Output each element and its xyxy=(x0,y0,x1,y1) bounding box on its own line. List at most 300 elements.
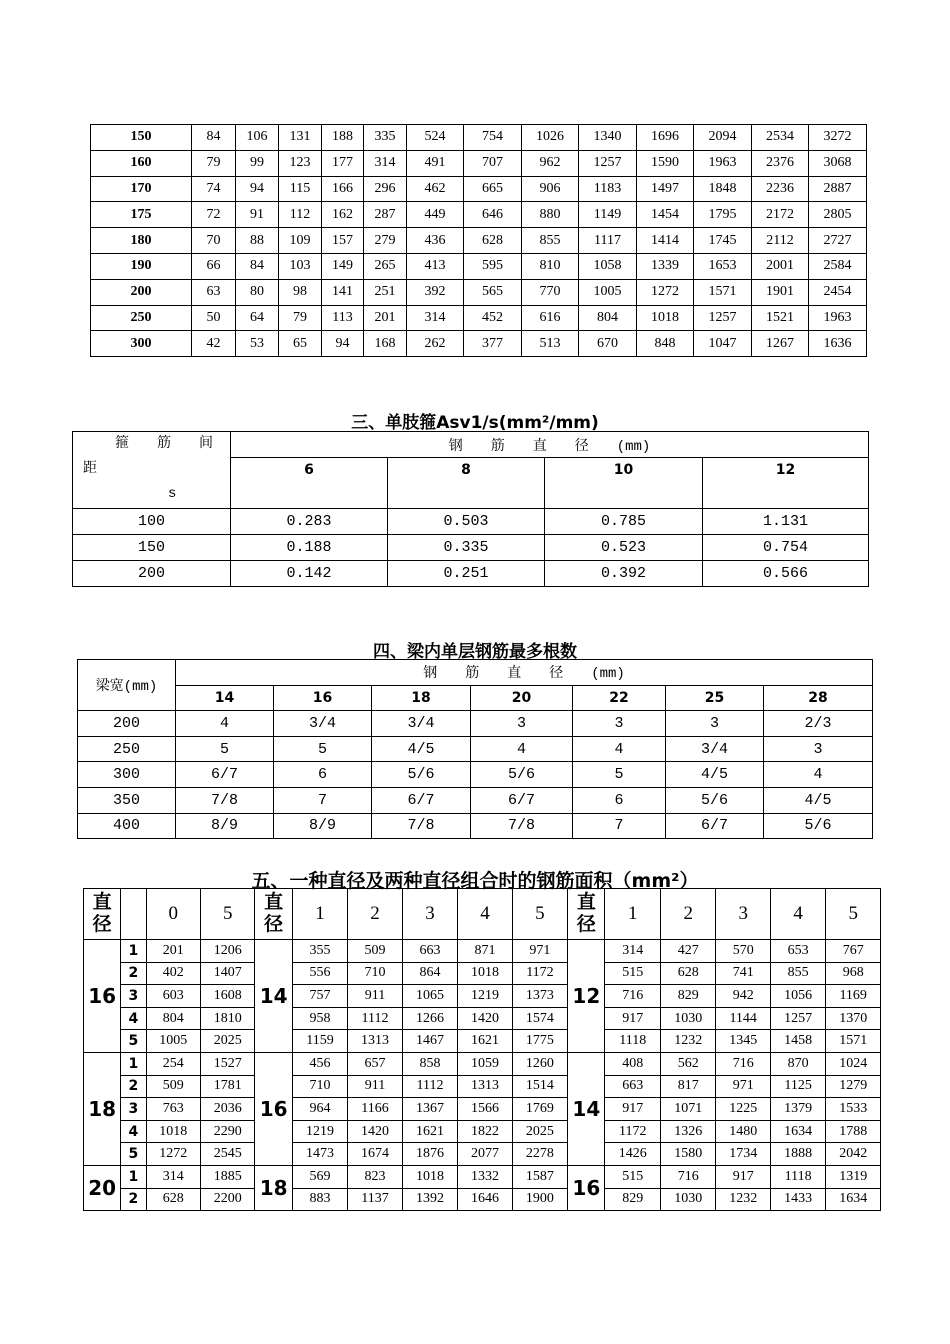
diameter-header: 14 xyxy=(176,685,274,711)
area-cell: 515 xyxy=(605,1165,660,1188)
area-cell: 1590 xyxy=(637,150,694,176)
area-cell: 314 xyxy=(364,150,407,176)
area-cell: 1514 xyxy=(512,1075,567,1098)
area-cell: 1571 xyxy=(694,279,752,305)
area-cell: 569 xyxy=(292,1165,347,1188)
area-cell: 917 xyxy=(605,1098,660,1121)
area-cell: 763 xyxy=(146,1098,200,1121)
area-cell: 810 xyxy=(522,253,579,279)
area-cell: 1219 xyxy=(458,985,512,1008)
bar-count-cell: 3/4 xyxy=(274,711,372,737)
area-cell: 917 xyxy=(716,1165,770,1188)
area-cell: 1458 xyxy=(770,1030,825,1053)
area-cell: 971 xyxy=(716,1075,770,1098)
area-cell: 1313 xyxy=(458,1075,512,1098)
area-cell: 408 xyxy=(605,1052,660,1075)
area-cell: 1745 xyxy=(694,228,752,254)
diameter-label: 直 径 xyxy=(84,889,121,940)
area-cell: 2887 xyxy=(809,176,867,202)
table-row xyxy=(84,1075,881,1098)
spacing-cell: 190 xyxy=(91,253,192,279)
table4-title: 四、梁内单层钢筋最多根数 xyxy=(373,642,577,662)
area-cell: 1058 xyxy=(579,253,637,279)
bar-count-cell: 6 xyxy=(573,787,666,813)
area-cell: 855 xyxy=(522,228,579,254)
area-cell: 958 xyxy=(292,1007,347,1030)
area-cell: 1005 xyxy=(146,1030,200,1053)
table3-title: 三、单肢箍Asv1/s(mm²/mm) xyxy=(351,413,599,433)
table-row xyxy=(84,1052,881,1075)
area-cell: 1266 xyxy=(402,1007,457,1030)
area-cell: 201 xyxy=(364,305,407,331)
area-cell: 1822 xyxy=(458,1120,512,1143)
bar-count-cell: 6/7 xyxy=(471,787,573,813)
diameter-label: 直 径 xyxy=(568,889,605,940)
area-cell: 628 xyxy=(464,228,522,254)
area-cell: 1533 xyxy=(826,1098,881,1121)
area-cell: 942 xyxy=(716,985,770,1008)
bar-count-cell: 6/7 xyxy=(666,813,764,839)
bar-count: 1 xyxy=(121,1052,146,1075)
area-cell: 716 xyxy=(716,1052,770,1075)
area-cell: 103 xyxy=(279,253,322,279)
area-cell: 1267 xyxy=(752,331,809,357)
max-bars-per-layer-table xyxy=(77,659,873,839)
bar-count-cell: 4/5 xyxy=(666,762,764,788)
area-cell: 1634 xyxy=(826,1188,881,1211)
bar-count-cell: 5/6 xyxy=(471,762,573,788)
table-row xyxy=(78,787,873,813)
area-cell: 855 xyxy=(770,962,825,985)
area-cell: 1621 xyxy=(458,1030,512,1053)
area-cell: 767 xyxy=(826,940,881,963)
area-cell: 2001 xyxy=(752,253,809,279)
area-cell: 65 xyxy=(279,331,322,357)
table-row xyxy=(91,150,867,176)
bar-count-cell: 5/6 xyxy=(372,762,471,788)
table-row xyxy=(91,253,867,279)
area-cell: 1345 xyxy=(716,1030,770,1053)
area-cell: 1260 xyxy=(512,1052,567,1075)
bar-count: 5 xyxy=(121,1143,146,1166)
combined-rebar-area-table xyxy=(83,888,881,1211)
area-cell: 1026 xyxy=(522,125,579,151)
area-cell: 79 xyxy=(279,305,322,331)
area-cell: 911 xyxy=(348,985,402,1008)
bar-count-cell: 5/6 xyxy=(764,813,873,839)
bar-count-cell: 3/4 xyxy=(666,736,764,762)
area-cell: 1272 xyxy=(637,279,694,305)
area-cell: 449 xyxy=(407,202,464,228)
area-cell: 1219 xyxy=(292,1120,347,1143)
area-cell: 906 xyxy=(522,176,579,202)
count-header xyxy=(121,889,146,940)
bar-count-cell: 5 xyxy=(176,736,274,762)
diameter-header: 25 xyxy=(666,685,764,711)
area-cell: 770 xyxy=(522,279,579,305)
area-cell: 1367 xyxy=(402,1098,457,1121)
area-cell: 0.392 xyxy=(545,561,703,587)
area-cell: 42 xyxy=(192,331,236,357)
area-cell: 1118 xyxy=(605,1030,660,1053)
spacing-cell: 150 xyxy=(91,125,192,151)
diameter-header: 28 xyxy=(764,685,873,711)
area-cell: 452 xyxy=(464,305,522,331)
bar-count-cell: 4 xyxy=(471,736,573,762)
area-cell: 663 xyxy=(402,940,457,963)
area-cell: 1018 xyxy=(637,305,694,331)
beam-width-cell: 200 xyxy=(78,711,176,737)
area-cell: 1137 xyxy=(348,1188,402,1211)
area-cell: 1030 xyxy=(660,1188,715,1211)
area-cell: 1781 xyxy=(201,1075,255,1098)
table-row xyxy=(84,1030,881,1053)
table5-title: 五、一种直径及两种直径组合时的钢筋面积（mm²） xyxy=(251,870,699,892)
area-cell: 1521 xyxy=(752,305,809,331)
area-cell: 462 xyxy=(407,176,464,202)
table-row xyxy=(91,202,867,228)
column-header: 4 xyxy=(770,889,825,940)
area-cell: 1183 xyxy=(579,176,637,202)
area-cell: 964 xyxy=(292,1098,347,1121)
stirrup-spacing-header: 箍 筋 间 距 s xyxy=(73,432,231,509)
area-cell: 1480 xyxy=(716,1120,770,1143)
area-cell: 1407 xyxy=(201,962,255,985)
area-cell: 2036 xyxy=(201,1098,255,1121)
table-row xyxy=(73,509,869,535)
bar-count: 2 xyxy=(121,962,146,985)
area-cell: 524 xyxy=(407,125,464,151)
spacing-cell: 160 xyxy=(91,150,192,176)
area-cell: 616 xyxy=(522,305,579,331)
area-cell: 917 xyxy=(605,1007,660,1030)
column-header: 5 xyxy=(826,889,881,940)
area-cell: 0.142 xyxy=(231,561,388,587)
area-cell: 1018 xyxy=(146,1120,200,1143)
area-cell: 70 xyxy=(192,228,236,254)
spacing-cell: 200 xyxy=(91,279,192,305)
area-cell: 1206 xyxy=(201,940,255,963)
area-cell: 53 xyxy=(236,331,279,357)
column-header: 1 xyxy=(605,889,660,940)
area-cell: 456 xyxy=(292,1052,347,1075)
table-row xyxy=(73,535,869,561)
area-cell: 1232 xyxy=(660,1030,715,1053)
area-cell: 491 xyxy=(407,150,464,176)
area-cell: 314 xyxy=(146,1165,200,1188)
area-cell: 1587 xyxy=(512,1165,567,1188)
bar-count-cell: 4/5 xyxy=(764,787,873,813)
area-cell: 1574 xyxy=(512,1007,567,1030)
area-cell: 670 xyxy=(579,331,637,357)
area-cell: 823 xyxy=(348,1165,402,1188)
area-cell: 911 xyxy=(348,1075,402,1098)
diameter-label: 直 径 xyxy=(255,889,292,940)
area-cell: 2094 xyxy=(694,125,752,151)
area-cell: 1159 xyxy=(292,1030,347,1053)
area-cell: 2236 xyxy=(752,176,809,202)
column-header: 5 xyxy=(201,889,255,940)
spacing-cell: 150 xyxy=(73,535,231,561)
area-cell: 515 xyxy=(605,962,660,985)
area-cell: 1608 xyxy=(201,985,255,1008)
area-cell: 1379 xyxy=(770,1098,825,1121)
area-cell: 2454 xyxy=(809,279,867,305)
spacing-cell: 175 xyxy=(91,202,192,228)
column-header: 3 xyxy=(402,889,457,940)
area-cell: 314 xyxy=(407,305,464,331)
area-cell: 653 xyxy=(770,940,825,963)
area-cell: 1497 xyxy=(637,176,694,202)
table-row xyxy=(91,331,867,357)
area-cell: 66 xyxy=(192,253,236,279)
bar-count: 4 xyxy=(121,1120,146,1143)
area-cell: 1653 xyxy=(694,253,752,279)
bar-count-cell: 6/7 xyxy=(372,787,471,813)
area-cell: 2042 xyxy=(826,1143,881,1166)
column-header: 2 xyxy=(660,889,715,940)
area-cell: 94 xyxy=(322,331,364,357)
table-row xyxy=(84,1165,881,1188)
table-row xyxy=(91,125,867,151)
bar-count-cell: 5/6 xyxy=(666,787,764,813)
area-cell: 1257 xyxy=(770,1007,825,1030)
area-cell: 1117 xyxy=(579,228,637,254)
rebar-diameter-group-header: 钢 筋 直 径 (mm) xyxy=(231,432,869,458)
area-cell: 2805 xyxy=(809,202,867,228)
bar-count-cell: 2/3 xyxy=(764,711,873,737)
secondary-diameter: 16 xyxy=(255,1052,292,1165)
area-cell: 98 xyxy=(279,279,322,305)
area-cell: 1636 xyxy=(809,331,867,357)
area-cell: 79 xyxy=(192,150,236,176)
area-cell: 1332 xyxy=(458,1165,512,1188)
table-row xyxy=(84,1188,881,1211)
area-cell: 871 xyxy=(458,940,512,963)
area-cell: 1566 xyxy=(458,1098,512,1121)
area-cell: 716 xyxy=(605,985,660,1008)
beam-width-cell: 350 xyxy=(78,787,176,813)
bar-count: 5 xyxy=(121,1030,146,1053)
area-cell: 1149 xyxy=(579,202,637,228)
area-cell: 392 xyxy=(407,279,464,305)
area-cell: 1621 xyxy=(402,1120,457,1143)
column-header: 5 xyxy=(512,889,567,940)
area-cell: 962 xyxy=(522,150,579,176)
area-cell: 883 xyxy=(292,1188,347,1211)
area-cell: 1172 xyxy=(512,962,567,985)
area-cell: 1580 xyxy=(660,1143,715,1166)
area-cell: 2290 xyxy=(201,1120,255,1143)
area-cell: 413 xyxy=(407,253,464,279)
area-cell: 1571 xyxy=(826,1030,881,1053)
area-cell: 1030 xyxy=(660,1007,715,1030)
area-cell: 1370 xyxy=(826,1007,881,1030)
bar-count-cell: 3/4 xyxy=(372,711,471,737)
bar-count-cell: 3 xyxy=(764,736,873,762)
spacing-cell: 300 xyxy=(91,331,192,357)
area-cell: 1788 xyxy=(826,1120,881,1143)
bar-count-cell: 4 xyxy=(764,762,873,788)
area-cell: 113 xyxy=(322,305,364,331)
area-cell: 1775 xyxy=(512,1030,567,1053)
area-cell: 265 xyxy=(364,253,407,279)
area-cell: 1876 xyxy=(402,1143,457,1166)
area-cell: 829 xyxy=(605,1188,660,1211)
area-cell: 1414 xyxy=(637,228,694,254)
area-cell: 1963 xyxy=(694,150,752,176)
column-header: 2 xyxy=(348,889,402,940)
area-cell: 1473 xyxy=(292,1143,347,1166)
area-cell: 3068 xyxy=(809,150,867,176)
area-cell: 741 xyxy=(716,962,770,985)
area-cell: 1340 xyxy=(579,125,637,151)
area-cell: 663 xyxy=(605,1075,660,1098)
area-cell: 2200 xyxy=(201,1188,255,1211)
area-cell: 0.785 xyxy=(545,509,703,535)
table-row xyxy=(84,1143,881,1166)
area-cell: 1118 xyxy=(770,1165,825,1188)
area-cell: 88 xyxy=(236,228,279,254)
beam-width-cell: 300 xyxy=(78,762,176,788)
bar-count-cell: 8/9 xyxy=(274,813,372,839)
spacing-cell: 170 xyxy=(91,176,192,202)
area-cell: 1056 xyxy=(770,985,825,1008)
bar-count: 1 xyxy=(121,940,146,963)
area-cell: 1885 xyxy=(201,1165,255,1188)
area-cell: 106 xyxy=(236,125,279,151)
area-cell: 710 xyxy=(292,1075,347,1098)
area-cell: 0.523 xyxy=(545,535,703,561)
area-cell: 91 xyxy=(236,202,279,228)
area-cell: 1339 xyxy=(637,253,694,279)
diameter-header: 10 xyxy=(545,458,703,509)
area-cell: 74 xyxy=(192,176,236,202)
diameter-header: 12 xyxy=(703,458,869,509)
table-row xyxy=(84,1007,881,1030)
area-cell: 1454 xyxy=(637,202,694,228)
rebar-diameter-group-header: 钢 筋 直 径 (mm) xyxy=(176,660,873,686)
table-row xyxy=(84,1120,881,1143)
area-cell: 1.131 xyxy=(703,509,869,535)
area-cell: 707 xyxy=(464,150,522,176)
area-cell: 1392 xyxy=(402,1188,457,1211)
area-cell: 377 xyxy=(464,331,522,357)
area-cell: 628 xyxy=(146,1188,200,1211)
secondary-diameter: 14 xyxy=(568,1052,605,1165)
area-cell: 427 xyxy=(660,940,715,963)
beam-width-cell: 400 xyxy=(78,813,176,839)
primary-diameter: 16 xyxy=(84,940,121,1053)
area-cell: 710 xyxy=(348,962,402,985)
area-cell: 0.503 xyxy=(388,509,545,535)
area-cell: 123 xyxy=(279,150,322,176)
column-header: 1 xyxy=(292,889,347,940)
area-cell: 628 xyxy=(660,962,715,985)
area-cell: 1326 xyxy=(660,1120,715,1143)
area-cell: 1225 xyxy=(716,1098,770,1121)
area-cell: 0.335 xyxy=(388,535,545,561)
area-cell: 80 xyxy=(236,279,279,305)
area-cell: 0.251 xyxy=(388,561,545,587)
area-cell: 1900 xyxy=(512,1188,567,1211)
table-row xyxy=(84,1098,881,1121)
area-cell: 1420 xyxy=(348,1120,402,1143)
area-cell: 188 xyxy=(322,125,364,151)
bar-count-cell: 5 xyxy=(274,736,372,762)
diameter-header: 22 xyxy=(573,685,666,711)
table-row xyxy=(84,962,881,985)
area-cell: 880 xyxy=(522,202,579,228)
area-cell: 1313 xyxy=(348,1030,402,1053)
area-cell: 99 xyxy=(236,150,279,176)
area-cell: 646 xyxy=(464,202,522,228)
bar-count: 2 xyxy=(121,1188,146,1211)
area-cell: 864 xyxy=(402,962,457,985)
bar-count-cell: 7 xyxy=(274,787,372,813)
area-cell: 829 xyxy=(660,985,715,1008)
diameter-header: 8 xyxy=(388,458,545,509)
area-cell: 1166 xyxy=(348,1098,402,1121)
area-cell: 570 xyxy=(716,940,770,963)
area-cell: 1071 xyxy=(660,1098,715,1121)
primary-diameter: 20 xyxy=(84,1165,121,1210)
column-header: 3 xyxy=(716,889,770,940)
primary-diameter: 18 xyxy=(84,1052,121,1165)
table-row xyxy=(84,985,881,1008)
area-cell: 2172 xyxy=(752,202,809,228)
area-cell: 757 xyxy=(292,985,347,1008)
area-cell: 848 xyxy=(637,331,694,357)
table-header-row xyxy=(84,889,881,940)
bar-count-cell: 4 xyxy=(176,711,274,737)
area-cell: 513 xyxy=(522,331,579,357)
area-cell: 870 xyxy=(770,1052,825,1075)
bar-count-cell: 4 xyxy=(573,736,666,762)
bar-count-cell: 5 xyxy=(573,762,666,788)
area-cell: 1963 xyxy=(809,305,867,331)
secondary-diameter: 16 xyxy=(568,1165,605,1210)
area-cell: 804 xyxy=(579,305,637,331)
area-cell: 436 xyxy=(407,228,464,254)
area-cell: 858 xyxy=(402,1052,457,1075)
area-cell: 314 xyxy=(605,940,660,963)
bar-count: 3 xyxy=(121,1098,146,1121)
area-cell: 1065 xyxy=(402,985,457,1008)
column-header: 0 xyxy=(146,889,200,940)
area-cell: 1810 xyxy=(201,1007,255,1030)
table-row xyxy=(84,940,881,963)
diameter-header: 18 xyxy=(372,685,471,711)
area-cell: 817 xyxy=(660,1075,715,1098)
area-cell: 1144 xyxy=(716,1007,770,1030)
area-cell: 1696 xyxy=(637,125,694,151)
area-cell: 971 xyxy=(512,940,567,963)
area-cell: 1112 xyxy=(402,1075,457,1098)
area-cell: 355 xyxy=(292,940,347,963)
spacing-cell: 100 xyxy=(73,509,231,535)
single-leg-stirrup-table xyxy=(72,431,869,587)
area-cell: 50 xyxy=(192,305,236,331)
spacing-cell: 250 xyxy=(91,305,192,331)
area-per-spacing-table xyxy=(90,124,867,357)
area-cell: 63 xyxy=(192,279,236,305)
table-row xyxy=(78,813,873,839)
diameter-header: 6 xyxy=(231,458,388,509)
area-cell: 2025 xyxy=(201,1030,255,1053)
bar-count-cell: 6/7 xyxy=(176,762,274,788)
bar-count: 1 xyxy=(121,1165,146,1188)
